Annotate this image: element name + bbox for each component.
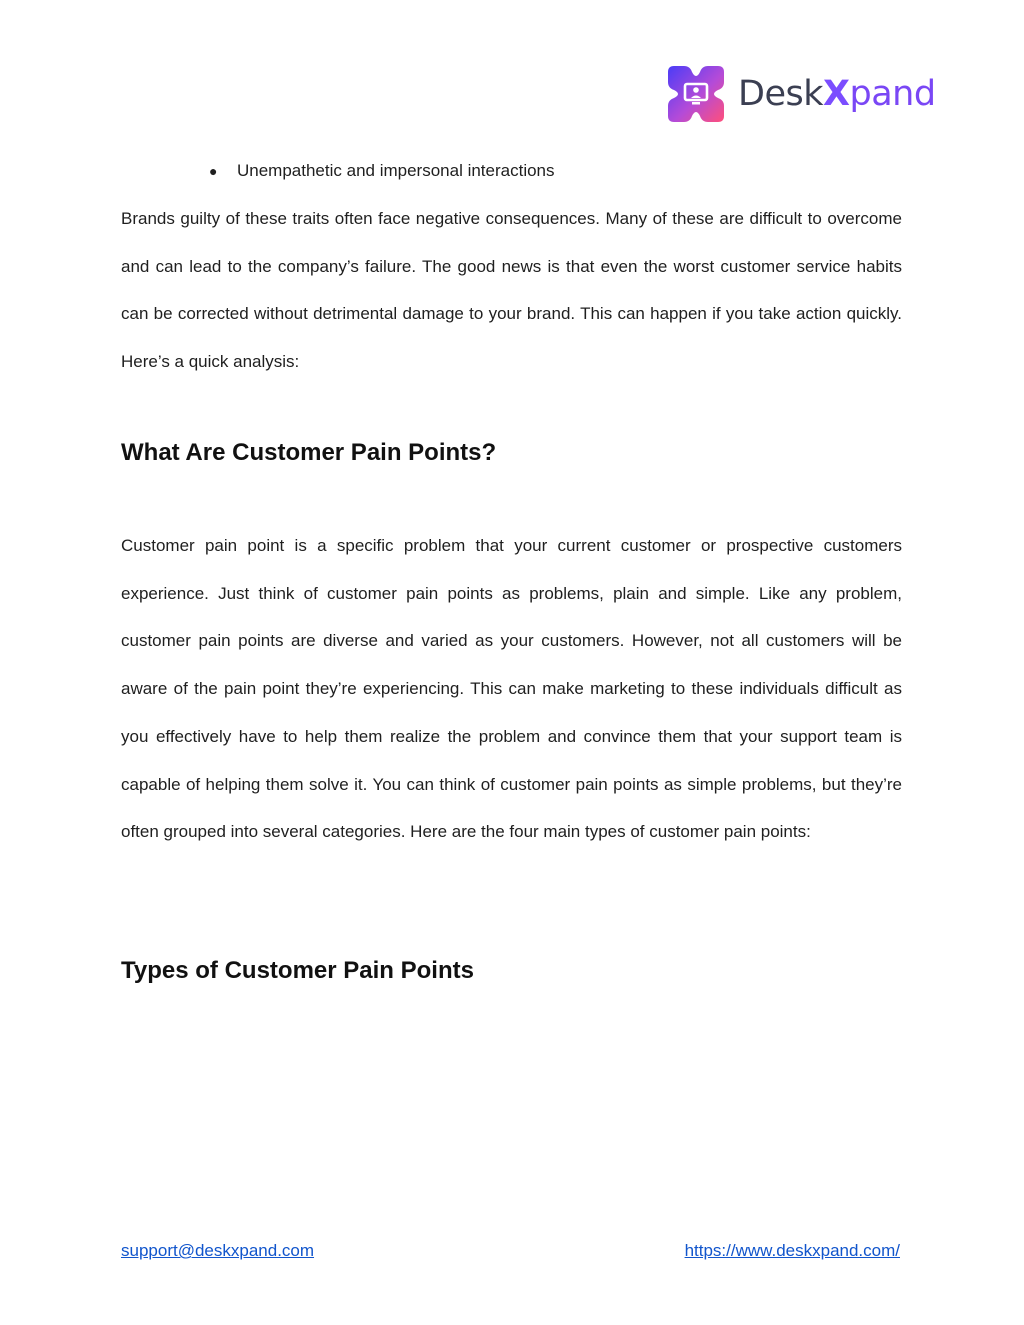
paragraph-pain-points: Customer pain point is a specific problem that your current customer or prospective customers experience. Just think of customer pain points as problems, plain and simple. Like any problem, customer pain points are diverse and varied as your customers. However, not all customers will be aware of the pain point they’re experiencing. This can make marketing to these individuals difficult as you effectively have to help them realize the problem and convince them that your support team is capable of helping them solve it. You can think of customer pain points as simple problems, but they’re often grouped into several categories. Here are the four main types of customer pain points: — [121, 536, 902, 842]
paragraph-intro: Brands guilty of these traits often face negative consequences. Many of these are difficult to overcome and can lead to the company’s failure. The good news is that even the worst customer service habits can be corrected without detrimental damage to your brand. This can happen if you take action quickly. Here’s a quick analysis: — [121, 209, 902, 372]
section-heading-types: Types of Customer Pain Points — [121, 957, 474, 984]
footer-email-link[interactable]: support@deskxpand.com — [121, 1241, 315, 1260]
footer-website-link[interactable]: https://www.deskxpand.com/ — [684, 1241, 900, 1260]
bullet-icon: ● — [209, 163, 218, 179]
logo-text-pand: pand — [849, 73, 936, 114]
logo-text-x: X — [823, 73, 850, 114]
bullet-item — [209, 158, 555, 184]
logo-text-desk: Desk — [738, 73, 823, 114]
deskxpand-logo-icon — [664, 62, 728, 126]
brand-logo — [664, 60, 936, 128]
section-heading-pain-points: What Are Customer Pain Points? — [121, 439, 497, 466]
bullet-text: Unempathetic and impersonal interactions — [237, 161, 555, 180]
logo-wordmark — [738, 73, 936, 114]
